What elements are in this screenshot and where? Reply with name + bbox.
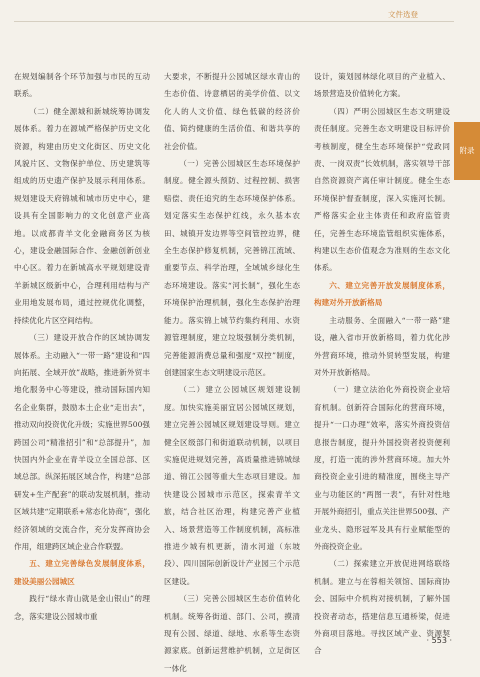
paragraph: （四）严明公园城区生态文明建设责任制度。完善生态文明建设目标评价考核制度，健全生态环境保护“党政同责、一岗双责”长效机制，落实领导干部自然资源资产离任审计制度。健全生态环境保护督查制度，深入实施河长制。严格落实企业主体责任和政府监管责任，完善生态环境监管组织实施体系，构建以生态价值观念为准则的生态文化体系。 [314, 106, 450, 273]
section-heading: 六、建立完善开放发展制度体系，构建对外开放新格局 [314, 280, 450, 308]
paragraph: （三）建设开放合作的区域协调发展体系。主动融入“一带一路”建设和“四向拓展、全域开放”战略，推进新外贸丰地化服务中心等建设，推动国际国内知名企业集群，鼓励本土企业“走出去”，推动双向投资优化升级；实施世界500强跨国公司“精准招引”和“总部提升”，加快国内外企业在青羊设立全国总部、区域总部。纵深拓展区域合作，构建“总部研发+生产配套”的联动发展机制，推动区域共建“定期联系+常态化协商”，强化经济领域的交流合作，充分发挥商协会作用，组建跨区域企业合作联盟。 [14, 333, 150, 551]
paragraph: 践行“绿水青山就是金山银山”的理念，落实建设公园城市重 [14, 594, 150, 621]
paragraph: 设计，策划园林绿化项目的产业植入、场景营造及价值转化方案。 [314, 72, 450, 99]
document-page [14, 0, 454, 673]
paragraph: （二）健全源城和新城统筹协调发展体系。着力在源城严格保护历史文化资源，构建由历史文化街区、历史文化风貌片区、文物保护单位、历史建筑等组成的历史遗产保护及展示利用体系。规划建设天府锦城和城市历史中心，建设具有全国影响力的文化创意产业高地。以成都青羊文化金融商务区为核心，建设金融国际合作、金融创新创业中心区。着力在新城高水平规划建设青羊新城区级新中心，合理利用结构与产业用地发展布局，通过控规优化调整，持续优化片区空间结构。 [14, 106, 150, 325]
paragraph: （一）建立法治化外商投资企业培育机制。创新符合国际化的营商环境，提升“一口办理”效率，落实外商投资信息报告制度，提升外国投资者投资便利度，打造一流的涉外营商环境。加大外商投资企业引进的精准度，围绕主导产业与功能区的“两图一表”，有针对性地开展外商招引，重点关注世界500强、产业龙头、隐形冠军及具有行业赋能型的外商投资企业。 [314, 385, 450, 551]
paragraph: 大要求，不断提升公园城区绿水青山的生态价值、诗意栖居的美学价值、以文化人的人文价值、绿色低碳的经济价值、简约健康的生活价值、和谐共享的社会价值。 [164, 72, 300, 151]
paragraph: （二）建立公园城区规划建设制度。加快实施美丽宜居公园城区规划，建立完善公园城区规划建设导则。建立健全区级部门和街道联动机制，以项目实施促进规划完善，高质量推进锦城绿道、锦江公园等重大生态项目建设。加快建设公园城市示范区，探索青羊文旅，结合社区治理，构建完善产业植入、场景营造等工作制度机制，高标准推进少城有机更新，清水河道（东坡段）、四川国际创新设计产业园三个示范区建设。 [164, 385, 300, 586]
section-heading: 五、建立完善绿色发展制度体系，建设美丽公园城区 [14, 559, 150, 586]
paragraph: （三）完善公园城区生态价值转化机制。统筹各街道、部门、公司，摸清现有公园、绿道、绿地、水系等生态资源家底。创新运营维护机制，立足街区一体化 [164, 594, 300, 673]
text-column-1 [14, 68, 150, 625]
page-number: · 553 · [426, 636, 452, 645]
paragraph: 在规划编制各个环节加强与市民的互动联系。 [14, 72, 150, 99]
text-column-3 [314, 68, 450, 660]
header-rule [14, 21, 454, 22]
paragraph: （一）完善公园城区生态环境保护制度。健全源头预防、过程控制、损害赔偿、责任追究的生态环境保护体系。划定落实生态保护红线，永久基本农田、城镇开发边界等空间管控边界，健全生态保护修复机制，完善锦江流域、重要节点、科学治理，全域城乡绿化生态环境建设。落实“河长制”，强化生态环境保护治理机制，强化生态保护治理能力。落实锦上城节约集约利用、水资源管理制度，建立垃圾强制分类机制，完善能源消费总量和强度“双控”制度，创建国家生态文明建设示范区。 [164, 159, 300, 377]
appendix-side-tab: 附录 [454, 122, 480, 180]
running-header: 文件选登 [388, 10, 418, 19]
paragraph: 主动服务、全面融入“一带一路”建设，融入省市开放新格局，着力优化涉外营商环境，推动外贸转型发展，构建对外开放新格局。 [314, 315, 450, 377]
text-column-2 [164, 68, 300, 677]
paragraph: （二）探索建立开放促进网络联络机制。建立与在蓉相关领馆、国际商协会、国际中介机构对接机制，了解外国投资者动态，搭建信息互通桥梁，促进外商项目落地。寻找区域产业、资源契合 [314, 559, 450, 656]
